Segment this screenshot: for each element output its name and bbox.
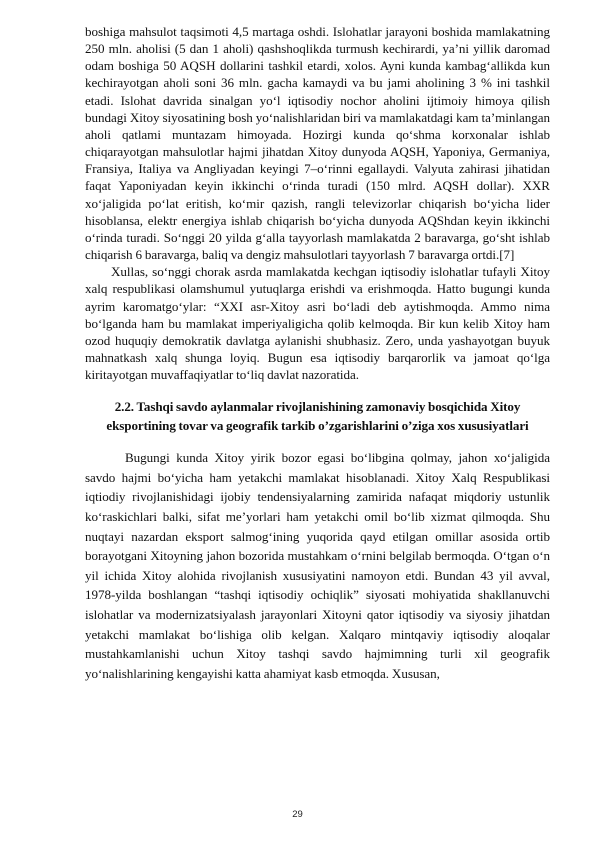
- body-paragraph: Xullas, so‘nggi chorak asrda mamlakatda kechgan iqtisodiy islohatlar tufayli Xitoy xalq respublikasi olamshumul yutuqlarga erishdi va erishmoqda. Hatto bugungi kunda ayrim karomatgo‘ylar: “XXI asr-Xitoy asri bo‘ladi deb aytishmoqda. Ammo nima bo‘lganda ham bu mamlakat imperiyaligicha qolib kelmoqda. Bir kun kelib Xitoy ham ozod huquqiy demokratik davlatga aylanishi shubhasiz. Zero, unda yashayotgan buyuk mahnatkash xalq shunga loyiq. Bugun esa iqtisodiy barqarorlik va jamoat qo‘lga kiritayotgan muvaffaqiyatlar to‘liq davlat nazoratida.: [85, 264, 550, 383]
- page-number: 29: [292, 809, 303, 820]
- section-heading-line: 2.2. Tashqi savdo aylanmalar rivojlanishining zamonaviy bosqichida Xitoy: [114, 399, 521, 415]
- document-page: [85, 23, 550, 683]
- body-paragraph: Bugungi kunda Xitoy yirik bozor egasi bo‘libgina qolmay, jahon xo‘jaligida savdo hajmi bo‘yicha ham yetakchi mamlakat hisoblanadi. Xitoy Xalq Respublikasi iqtiodiy rivojlanishidagi ijobiy tendensiyalarning zamirida nafaqat miqdoriy ustunlik ko‘raskichlari balki, sifat me’yorlari ham yetakchi omil bo‘lib xizmat qilmoqda. Shu nuqtayi nazardan eksport salmog‘ining yuqorida qayd etilgan omillar asosida ortib borayotgani Xitoyning jahon bozorida mustahkam o‘rnini belgilab bermoqda. O‘tgan o‘n yil ichida Xitoy alohida rivojlanish xususiyatini namoyon etdi. Bundan 43 yil avval, 1978-yilda boshlangan “tashqi iqtisodiy ochiqlik” siyosati mohiyatida shakllanuvchi islohatlar va modernizatsiyalash jarayonlari Xitoyni qator iqtisodiy va siyosiy jihatdan yetakchi mamlakat bo‘lishiga olib kelgan. Xalqaro mintqaviy iqtisodiy aloqalar mustahkamlanishi uchun Xitoy tashqi savdo hajmimning turli xil geografik yo‘nalishlarining kengayishi katta ahamiyat kasb etmoqda. Xususan,: [85, 450, 550, 681]
- section-heading: [85, 397, 550, 435]
- section-heading-line: eksportining tovar va geografik tarkib o’zgarishlarini o’ziga xos xususiyatlari: [106, 418, 529, 434]
- body-paragraph: boshiga mahsulot taqsimoti 4,5 martaga oshdi. Islohatlar jarayoni boshida mamlakatning 250 mln. aholisi (5 dan 1 aholi) qashshoqlikda turmush kechirardi, ya’ni yillik daromad odam boshiga 50 AQSH dollarini tashkil etardi, xolos. Ayni kunda kambag‘allikda kun kechirayotgan aholi soni 36 mln. gacha kamaydi va bu jami aholining 3 % ini tashkil etadi. Islohat davrida sinalgan yo‘l iqtisodiy nochor aholini ijtimoiy himoya qilish bundagi Xitoy siyosatining bosh yo‘nalishlaridan biri va mamlakatdagi kam ta’minlangan aholi qatlami muntazam himoyada. Hozirgi kunda qo‘shma korxonalar ishlab chiqarayotgan mahsulotlar hajmi jihatdan Xitoy dunyoda AQSH, Yaponiya, Germaniya, Fransiya, Italiya va Angliyadan keyingi 7–o‘rinni egallaydi. Valyuta zahirasi jihatidan faqat Yaponiyadan keyin ikkinchi o‘rinda turadi (150 mlrd. AQSH dollar). XXR xo‘jaligida po‘lat eritish, ko‘mir qazish, rangli televizorlar chiqarish bo‘yicha lider hisoblansa, elektr energiya ishlab chiqarish bo‘yicha dunyoda AQShdan keyin ikkinchi o‘rinda turadi. So‘nggi 20 yilda g‘alla tayyorlash mamlakatda 2 baravarga, go‘sht ishlab chiqarish 6 baravarga, baliq va dengiz mahsulotlari tayyorlash 7 baravarga ortdi.[7]: [85, 24, 550, 263]
